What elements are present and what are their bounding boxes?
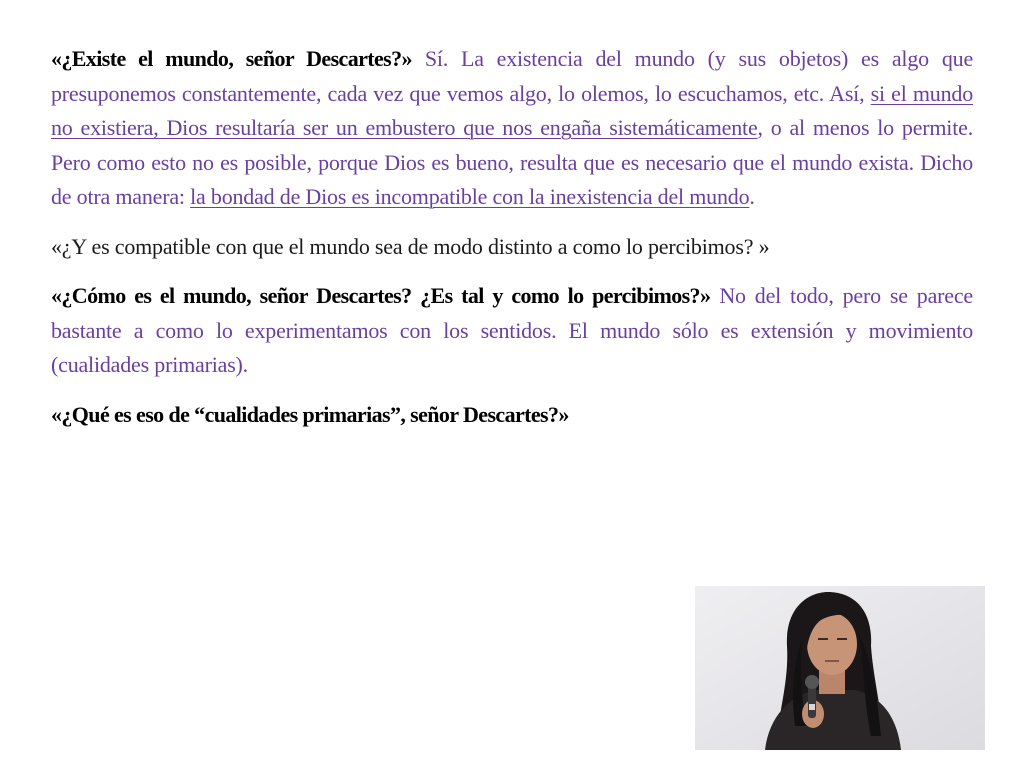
question-primary-qualities: «¿Qué es eso de “cualidades primarias”, señor Descartes?» (51, 401, 569, 427)
presenter-image (695, 586, 985, 750)
answer-existence-part1: Sí. La existencia del mundo (y sus objetos) es algo que presuponemos constantemente, cada vez que vemos algo, lo olemos, lo escuchamos, etc. Así, (51, 46, 974, 106)
answer-existence-end: . (749, 184, 755, 209)
paragraph-how-is-world (51, 279, 973, 383)
paragraph-compatible: «¿Y es compatible con que el mundo sea de modo distinto a como lo percibimos? » (51, 233, 770, 259)
underlined-phrase-god-deceiver: si el mundo no existiera, Dios resultaría ser un embustero que nos engaña sistemáticamente (51, 80, 974, 140)
answer-how-is-world: No del todo, pero se parece bastante a como lo experimentamos con los sentidos. El mundo sólo es extensión y movimiento (cualidades primarias). (51, 283, 973, 377)
paragraph-existence (51, 42, 973, 215)
answer-existence-part2: , o al menos lo permite. Pero como esto no es posible, porque Dios es bueno, resulta que es necesario que el mundo exista. Dicho de otra manera: (51, 115, 973, 209)
underlined-phrase-god-goodness: la bondad de Dios es incompatible con la inexistencia del mundo (190, 184, 750, 209)
paragraph-primary-qualities (51, 398, 973, 433)
slide-text (51, 42, 973, 447)
question-how-is-world: «¿Cómo es el mundo, señor Descartes? ¿Es tal y como lo percibimos?» (51, 283, 711, 308)
presenter-video-thumbnail (695, 586, 985, 750)
question-existence: «¿Existe el mundo, señor Descartes?» (51, 46, 412, 71)
